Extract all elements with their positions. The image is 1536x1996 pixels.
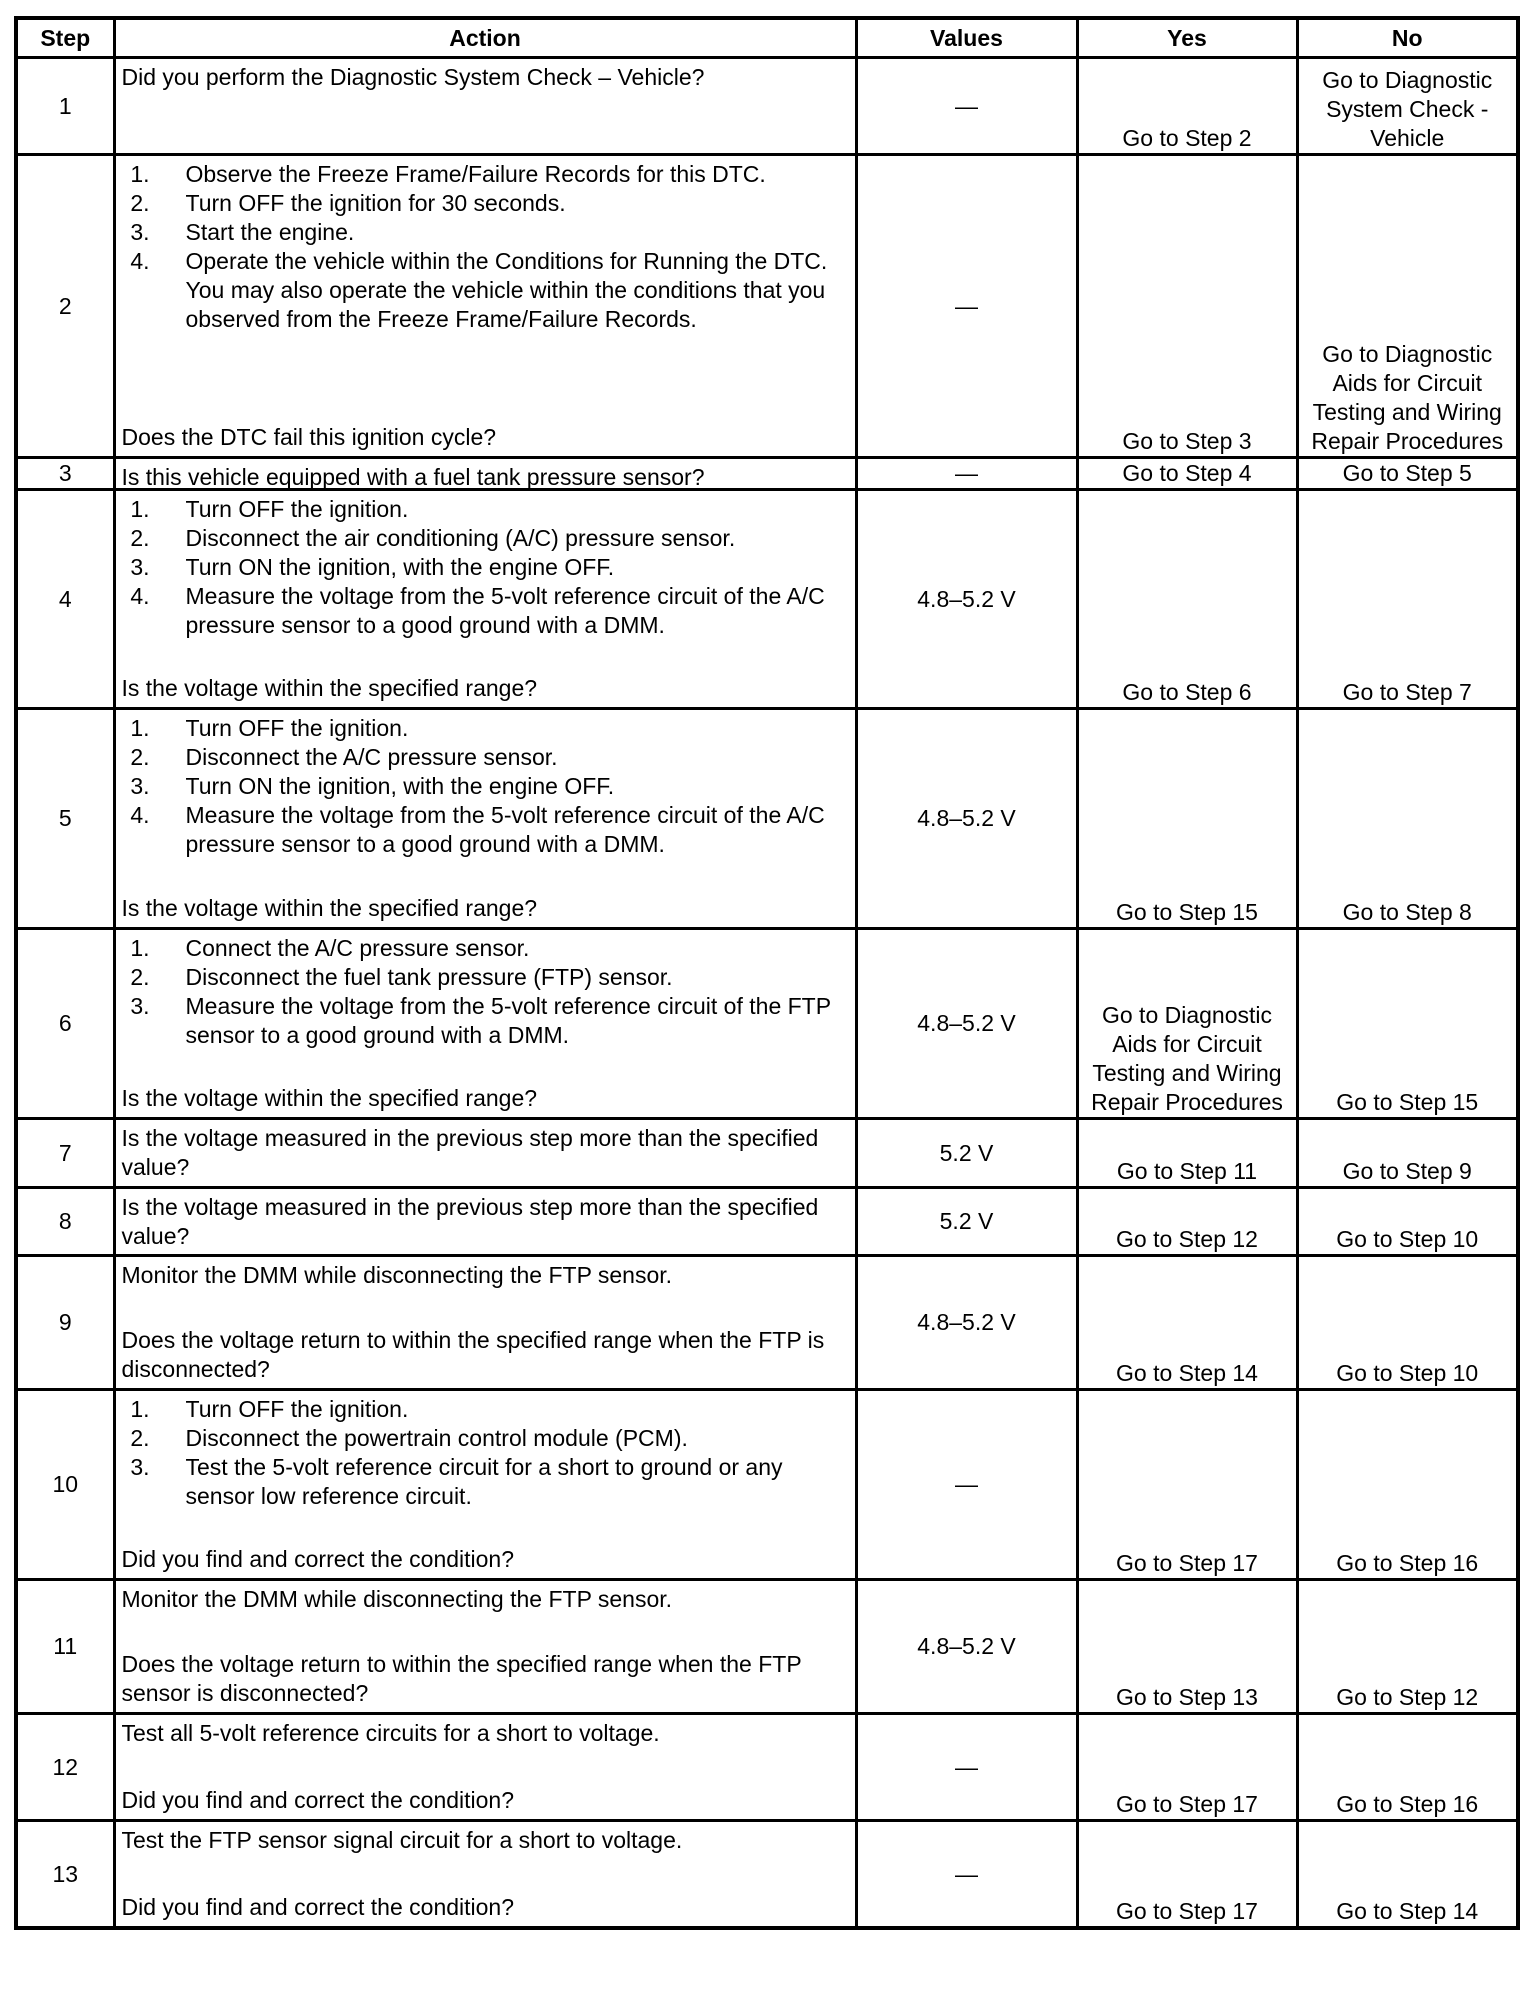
table-row <box>16 1390 1518 1580</box>
action-question: Does the voltage return to within the specified range when the FTP sensor is disconnected? <box>121 1651 802 1706</box>
list-item-number: 3. <box>130 993 150 1019</box>
list-item-text: Disconnect the powertrain control module (PCM). <box>185 1425 688 1451</box>
table-row <box>16 709 1518 929</box>
step-number: 10 <box>16 1390 114 1580</box>
action-cell <box>114 1714 856 1821</box>
action-question: Is the voltage within the specified range? <box>121 895 538 921</box>
yes-cell: Go to Step 13 <box>1077 1580 1297 1714</box>
header-yes: Yes <box>1077 18 1297 58</box>
no-cell: Go to Step 8 <box>1297 709 1518 929</box>
list-item-number: 1. <box>130 496 150 522</box>
list-item <box>122 524 849 553</box>
list-item <box>122 1424 849 1453</box>
no-cell: Go to Step 10 <box>1297 1188 1518 1256</box>
list-item-text: Measure the voltage from the 5-volt reference circuit of the FTP sensor to a good ground with a DMM. <box>185 993 831 1048</box>
list-item <box>122 495 849 524</box>
action-cell <box>114 709 856 929</box>
list-item-number: 4. <box>130 248 150 274</box>
action-cell <box>114 1580 856 1714</box>
action-intro: Is this vehicle equipped with a fuel tank pressure sensor? <box>121 464 705 490</box>
header-no: No <box>1297 18 1518 58</box>
list-item <box>122 582 849 640</box>
action-body <box>122 1193 849 1251</box>
action-intro: Monitor the DMM while disconnecting the FTP sensor. <box>121 1586 673 1612</box>
action-intro: Did you perform the Diagnostic System Check – Vehicle? <box>121 64 705 90</box>
yes-cell: Go to Step 3 <box>1077 155 1297 458</box>
step-number: 6 <box>16 929 114 1119</box>
step-number: 13 <box>16 1821 114 1929</box>
action-body <box>122 1124 849 1182</box>
table-row <box>16 1580 1518 1714</box>
value-cell: 5.2 V <box>856 1119 1077 1188</box>
table-row <box>16 155 1518 458</box>
step-number: 11 <box>16 1580 114 1714</box>
list-item <box>122 189 849 218</box>
list-item-text: Turn OFF the ignition. <box>185 496 409 522</box>
step-number: 8 <box>16 1188 114 1256</box>
action-question: Is the voltage within the specified range? <box>121 1085 538 1111</box>
list-item <box>122 714 849 743</box>
step-number: 2 <box>16 155 114 458</box>
action-cell <box>114 929 856 1119</box>
list-item <box>122 160 849 189</box>
list-item-text: Start the engine. <box>185 219 355 245</box>
list-item-text: Measure the voltage from the 5-volt reference circuit of the A/C pressure sensor to a good ground with a DMM. <box>185 583 825 638</box>
action-steps-list <box>122 495 849 640</box>
header-step: Step <box>16 18 114 58</box>
list-item-text: Turn OFF the ignition. <box>185 715 409 741</box>
action-question: Did you find and correct the condition? <box>121 1894 515 1920</box>
action-body <box>122 463 849 492</box>
action-cell <box>114 1821 856 1929</box>
yes-cell: Go to Step 14 <box>1077 1256 1297 1390</box>
list-item <box>122 1453 849 1511</box>
action-cell <box>114 1256 856 1390</box>
list-item-text: Turn ON the ignition, with the engine OFF. <box>185 554 615 580</box>
action-steps-list <box>122 1395 849 1511</box>
list-item-text: Disconnect the air conditioning (A/C) pressure sensor. <box>185 525 736 551</box>
action-intro: Monitor the DMM while disconnecting the FTP sensor. <box>121 1262 673 1288</box>
action-question: Did you find and correct the condition? <box>121 1787 515 1813</box>
yes-cell: Go to Step 4 <box>1077 458 1297 490</box>
list-item-number: 1. <box>130 1396 150 1422</box>
action-body <box>122 1395 849 1511</box>
no-cell: Go to Diagnostic System Check - Vehicle <box>1297 58 1518 155</box>
action-cell <box>114 1119 856 1188</box>
list-item-number: 2. <box>130 190 150 216</box>
action-question: Is the voltage within the specified range? <box>121 675 538 701</box>
table-row <box>16 1714 1518 1821</box>
action-question: Did you find and correct the condition? <box>121 1546 515 1572</box>
list-item <box>122 963 849 992</box>
action-intro: Is the voltage measured in the previous step more than the specified value? <box>121 1125 819 1180</box>
list-item-number: 1. <box>130 715 150 741</box>
value-cell: 4.8–5.2 V <box>856 490 1077 709</box>
no-cell: Go to Step 10 <box>1297 1256 1518 1390</box>
action-steps-list <box>122 714 849 859</box>
list-item-number: 3. <box>130 219 150 245</box>
step-number: 7 <box>16 1119 114 1188</box>
step-number: 9 <box>16 1256 114 1390</box>
table-row <box>16 458 1518 490</box>
action-question: Does the voltage return to within the specified range when the FTP is disconnected? <box>121 1327 825 1382</box>
no-cell: Go to Step 12 <box>1297 1580 1518 1714</box>
list-item-number: 3. <box>130 773 150 799</box>
list-item-text: Observe the Freeze Frame/Failure Records for this DTC. <box>185 161 766 187</box>
action-content <box>116 1581 855 1712</box>
yes-cell: Go to Step 12 <box>1077 1188 1297 1256</box>
no-cell: Go to Diagnostic Aids for Circuit Testing and Wiring Repair Procedures <box>1297 155 1518 458</box>
value-cell: 4.8–5.2 V <box>856 1256 1077 1390</box>
action-body <box>122 714 849 859</box>
yes-cell: Go to Step 17 <box>1077 1390 1297 1580</box>
header-values: Values <box>856 18 1077 58</box>
value-cell: — <box>856 458 1077 490</box>
list-item-number: 2. <box>130 964 150 990</box>
list-item-number: 3. <box>130 1454 150 1480</box>
action-content <box>116 459 855 488</box>
list-item-number: 1. <box>130 935 150 961</box>
list-item-text: Turn OFF the ignition for 30 seconds. <box>185 190 566 216</box>
list-item-text: Connect the A/C pressure sensor. <box>185 935 530 961</box>
value-cell: 4.8–5.2 V <box>856 929 1077 1119</box>
list-item <box>122 934 849 963</box>
action-intro: Is the voltage measured in the previous step more than the specified value? <box>121 1194 819 1249</box>
list-item <box>122 247 849 334</box>
action-body <box>122 1826 849 1855</box>
action-content <box>116 156 855 456</box>
no-cell: Go to Step 14 <box>1297 1821 1518 1929</box>
table-row <box>16 1119 1518 1188</box>
list-item-number: 2. <box>130 525 150 551</box>
table-row <box>16 929 1518 1119</box>
action-content <box>116 710 855 927</box>
step-number: 12 <box>16 1714 114 1821</box>
action-content <box>116 1189 855 1254</box>
list-item <box>122 553 849 582</box>
no-cell: Go to Step 16 <box>1297 1390 1518 1580</box>
yes-cell: Go to Step 17 <box>1077 1714 1297 1821</box>
header-action: Action <box>114 18 856 58</box>
list-item-text: Turn OFF the ignition. <box>185 1396 409 1422</box>
step-number: 4 <box>16 490 114 709</box>
action-cell <box>114 155 856 458</box>
list-item-text: Measure the voltage from the 5-volt reference circuit of the A/C pressure sensor to a good ground with a DMM. <box>185 802 825 857</box>
no-cell: Go to Step 16 <box>1297 1714 1518 1821</box>
yes-cell: Go to Step 6 <box>1077 490 1297 709</box>
action-content <box>116 491 855 707</box>
list-item-text: Turn ON the ignition, with the engine OFF. <box>185 773 615 799</box>
action-cell <box>114 1390 856 1580</box>
step-number: 3 <box>16 458 114 490</box>
yes-cell: Go to Step 15 <box>1077 709 1297 929</box>
step-number: 5 <box>16 709 114 929</box>
action-body <box>122 160 849 334</box>
value-cell: 4.8–5.2 V <box>856 1580 1077 1714</box>
list-item <box>122 743 849 772</box>
action-body <box>122 1719 849 1748</box>
action-cell <box>114 1188 856 1256</box>
action-body <box>122 1585 849 1614</box>
list-item <box>122 801 849 859</box>
action-cell <box>114 58 856 155</box>
yes-cell: Go to Diagnostic Aids for Circuit Testing and Wiring Repair Procedures <box>1077 929 1297 1119</box>
action-content <box>116 1822 855 1926</box>
list-item <box>122 1395 849 1424</box>
list-item-text: Disconnect the A/C pressure sensor. <box>185 744 558 770</box>
no-cell: Go to Step 5 <box>1297 458 1518 490</box>
action-cell <box>114 490 856 709</box>
list-item <box>122 772 849 801</box>
action-intro: Test all 5-volt reference circuits for a short to voltage. <box>121 1720 660 1746</box>
list-item-number: 2. <box>130 1425 150 1451</box>
no-cell: Go to Step 9 <box>1297 1119 1518 1188</box>
action-body <box>122 934 849 1050</box>
list-item-number: 4. <box>130 583 150 609</box>
value-cell: — <box>856 58 1077 155</box>
action-content <box>116 59 855 153</box>
table-row <box>16 1821 1518 1929</box>
value-cell: — <box>856 155 1077 458</box>
action-content <box>116 1715 855 1819</box>
list-item-number: 4. <box>130 802 150 828</box>
list-item <box>122 218 849 247</box>
no-cell: Go to Step 7 <box>1297 490 1518 709</box>
value-cell: 4.8–5.2 V <box>856 709 1077 929</box>
action-cell <box>114 458 856 490</box>
yes-cell: Go to Step 17 <box>1077 1821 1297 1929</box>
list-item-number: 1. <box>130 161 150 187</box>
value-cell: — <box>856 1390 1077 1580</box>
value-cell: — <box>856 1821 1077 1929</box>
table-row <box>16 490 1518 709</box>
action-body <box>122 495 849 640</box>
list-item-text: Disconnect the fuel tank pressure (FTP) sensor. <box>185 964 673 990</box>
action-content <box>116 930 855 1117</box>
action-question: Does the DTC fail this ignition cycle? <box>121 424 497 450</box>
table-row <box>16 1188 1518 1256</box>
yes-cell: Go to Step 2 <box>1077 58 1297 155</box>
action-body <box>122 63 849 92</box>
list-item <box>122 992 849 1050</box>
action-content <box>116 1120 855 1186</box>
step-number: 1 <box>16 58 114 155</box>
action-steps-list <box>122 934 849 1050</box>
action-body <box>122 1261 849 1290</box>
header-row <box>16 18 1518 58</box>
table-row <box>16 58 1518 155</box>
list-item-text: Test the 5-volt reference circuit for a short to ground or any sensor low reference circuit. <box>185 1454 783 1509</box>
action-content <box>116 1391 855 1578</box>
list-item-number: 2. <box>130 744 150 770</box>
action-intro: Test the FTP sensor signal circuit for a short to voltage. <box>121 1827 683 1853</box>
no-cell: Go to Step 15 <box>1297 929 1518 1119</box>
diagnostic-table <box>14 16 1520 1930</box>
value-cell: — <box>856 1714 1077 1821</box>
list-item-text: Operate the vehicle within the Conditions for Running the DTC. You may also operate the vehicle within the conditions that you observed from the Freeze Frame/Failure Records. <box>185 248 828 332</box>
yes-cell: Go to Step 11 <box>1077 1119 1297 1188</box>
table-row <box>16 1256 1518 1390</box>
action-content <box>116 1257 855 1388</box>
value-cell: 5.2 V <box>856 1188 1077 1256</box>
action-steps-list <box>122 160 849 334</box>
list-item-number: 3. <box>130 554 150 580</box>
